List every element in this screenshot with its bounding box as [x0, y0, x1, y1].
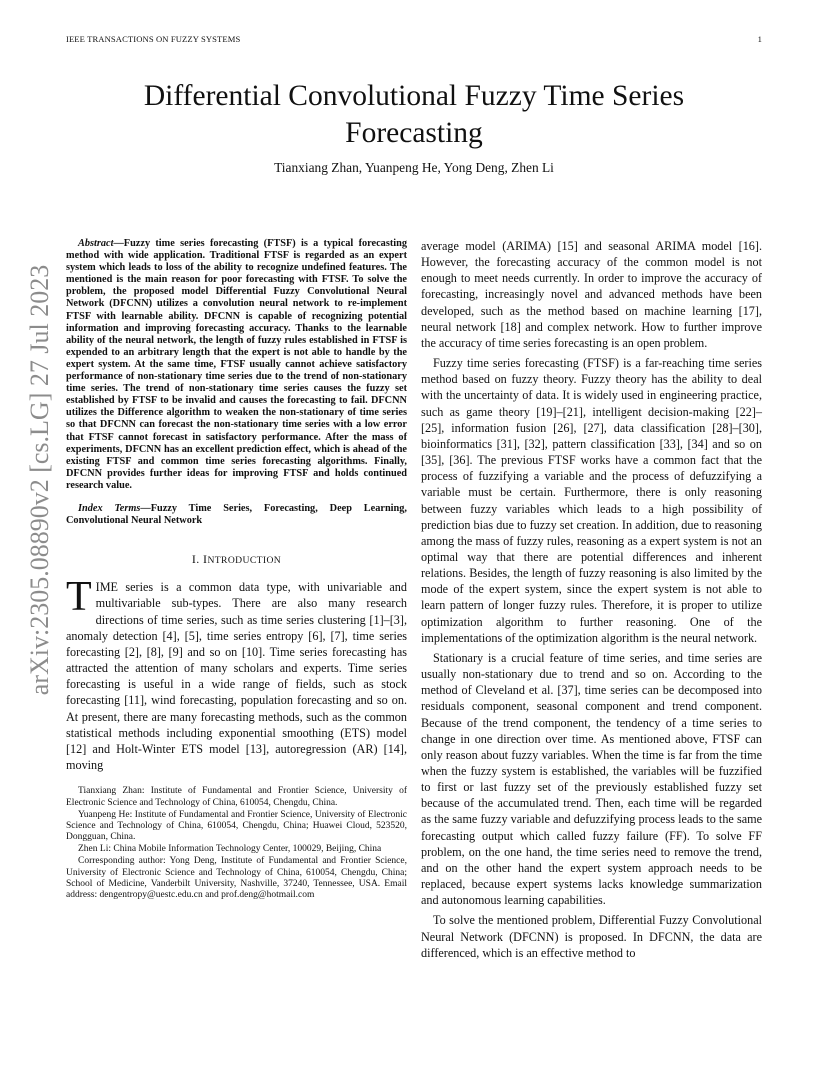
- abstract-label: Abstract: [78, 238, 114, 249]
- footnote: Corresponding author: Yong Deng, Institute of Fundamental and Frontier Science, University of Electronic Science and Technology of China, 610054, Chengdu, China; School of Medicine, Vanderbilt University, Nashville, 37240, Tennessee, USA. Email address: dengentropy@uestc.edu.cn and prof.deng@hotmail.com: [66, 856, 407, 901]
- abstract-text: —Fuzzy time series forecasting (FTSF) is a typical forecasting method with wide application. Traditional FTSF is regarded as an expert system which leads to loss of the ability to recognize undefined features. The mentioned is the main reason for poor forecasting with FTSF. To solve the problem, the proposed model Differential Fuzzy Convolutional Neural Network (DFCNN) utilizes a convolution neural network to re-implement FTSF with learnable ability. DFCNN is capable of recognizing potential information and improving forecasting accuracy. Thanks to the learnable ability of the neural network, the length of fuzzy rules established in FTSF is expended to an arbitrary length that the expert is not able to handle by the expert system. At the same time, FTSF usually cannot achieve satisfactory performance of non-stationary time series due to the trend of non-stationary time series. The trend of non-stationary time series causes the fuzzy set established by FTSF to be invalid and causes the forecasting to fail. DFCNN utilizes the Difference algorithm to weaken the non-stationary of time series so that DFCNN can forecast the non-stationary time series with a low error that FTSF cannot forecast in satisfactory performance. After the mass of experiments, DFCNN has an excellent prediction effect, which is ahead of the existing FTSF and common time series forecasting algorithms. Finally, DFCNN provides further ideas for improving FTSF and holds continued research value.: [66, 238, 407, 491]
- intro-small-caps: IME: [95, 580, 118, 595]
- author-list: Tianxiang Zhan, Yuanpeng He, Yong Deng, Zhen Li: [274, 160, 554, 175]
- intro-text: series is a common data type, with univariable and multivariable sub-types. There are also many research directions of time series, such as time series clustering [1]–[3], anomaly detection [4], [5], time series entropy [6], [7], time series forecasting [2], [8], [9] and so on [10]. Time series forecasting has attracted the attention of many scholars and experts. Time series forecasting is useful in a wide range of fields, such as stock forecasting [11], wind forecasting, population forecasting and so on. At present, there are many forecasting methods, such as the common statistical methods including exponential smoothing (ETS) model [12] and Holt-Winter ETS model [13], autoregression (AR) [14], moving: [66, 580, 407, 773]
- paper-title-line-2: Forecasting: [345, 117, 483, 149]
- drop-cap: T: [66, 574, 92, 621]
- arxiv-identifier-text: arXiv:2305.08890v2 [cs.LG] 27 Jul 2023: [25, 264, 54, 696]
- running-header: [66, 34, 762, 46]
- affiliation-footnotes: [66, 786, 407, 902]
- section-heading-introduction: I. INTRODUCTION: [191, 552, 282, 567]
- footnote: Yuanpeng He: Institute of Fundamental and Frontier Science, University of Electronic Science and Technology of China, 610054, Chengdu, China; Huawei Cloud, 523520, Dongguan, China.: [66, 809, 407, 843]
- abstract: [66, 238, 407, 492]
- page-number: 1: [757, 34, 762, 44]
- paper-title: [66, 78, 762, 152]
- body-paragraph: To solve the mentioned problem, Differential Fuzzy Convolutional Neural Network (DFCNN) is proposed. In DFCNN, the data are differenced, which is an effective method to: [421, 913, 762, 960]
- index-terms: [66, 503, 407, 527]
- index-terms-label: Index Terms: [78, 502, 141, 514]
- footnote: Tianxiang Zhan: Institute of Fundamental and Frontier Science, University of Electronic Science and Technology of China, 610054, Chengdu, China.: [66, 786, 407, 808]
- body-paragraph: Stationary is a crucial feature of time series, and time series are usually non-stationary due to trend and so on. According to the method of Cleveland et al. [37], time series can be decomposed into residuals component, seasonal component and trend component. Because of the trend component, the tendency of a time series to change in one direction over time. As mentioned above, FTSF can only reason about fuzzy variables. When the time is far from the time when the fuzzy system is established, the variables will be fuzzified to first or last fuzzy set of the previously established fuzzy set because of the accumulated trend. Then, each time will be regarded as the same fuzzy variable and defuzzifying process leads to the same forecasting output which called fuzzy failure (FF). To solve FF problem, on the one hand, the time series need to remove the trend, and on the other hand the expert system approach needs to be replaced, because expert systems lacks knowledge summarization and autonomous learning capabilities.: [421, 650, 762, 908]
- body-paragraph: Fuzzy time series forecasting (FTSF) is a far-reaching time series method based on fuzzy theory. Fuzzy theory has the ability to deal with the uncertainty of data. It is widely used in engineering practice, such as game theory [19]–[21], intelligent decision-making [22]–[25], information fusion [26], [27], data classification [28]–[30], bioinformatics [31], [32], pattern classification [33], [34] and so on [35], [36]. The previous FTSF works have a common fact that the process of fuzzifying a variable and the process of defuzzifying a variable must be certain. Furthermore, there is only reasoning between fuzzy variables which leads to a high possibility of prediction bias due to fuzzy set creation. In addition, due to reasoning among the mass of fuzzy rules, reasoning as a expert system is not an optimal way that there are potential differences and inherent relations. Besides, the length of fuzzy reasoning is also limited by the mode of the expert system, since the expert system is not able to learn pattern of longer fuzzy rules. Therefore, it is proper to utilize optimization algorithm to further reasoning. One of the implementations of the optimization algorithm is the neural network.: [421, 356, 762, 645]
- paper-title-line-1: Differential Convolutional Fuzzy Time Series: [143, 80, 685, 112]
- journal-name: IEEE TRANSACTIONS ON FUZZY SYSTEMS: [66, 34, 241, 44]
- index-terms-text: —Fuzzy Time Series, Forecasting, Deep Learning, Convolutional Neural Network: [66, 502, 407, 527]
- right-column: [421, 238, 762, 965]
- introduction-paragraph: [66, 574, 407, 773]
- left-column: [66, 238, 407, 902]
- body-paragraph: average model (ARIMA) [15] and seasonal ARIMA model [16]. However, the forecasting accuracy of the common model is not enough to meet needs currently. In order to improve the accuracy of forecasting, increasingly novel and advanced methods have been developed, such as the method based on machine learning [17], neural network [18] and complex network. How to further improve the accuracy of time series forecasting is an open problem.: [421, 239, 762, 350]
- footnote: Zhen Li: China Mobile Information Technology Center, 100029, Beijing, China: [78, 844, 382, 855]
